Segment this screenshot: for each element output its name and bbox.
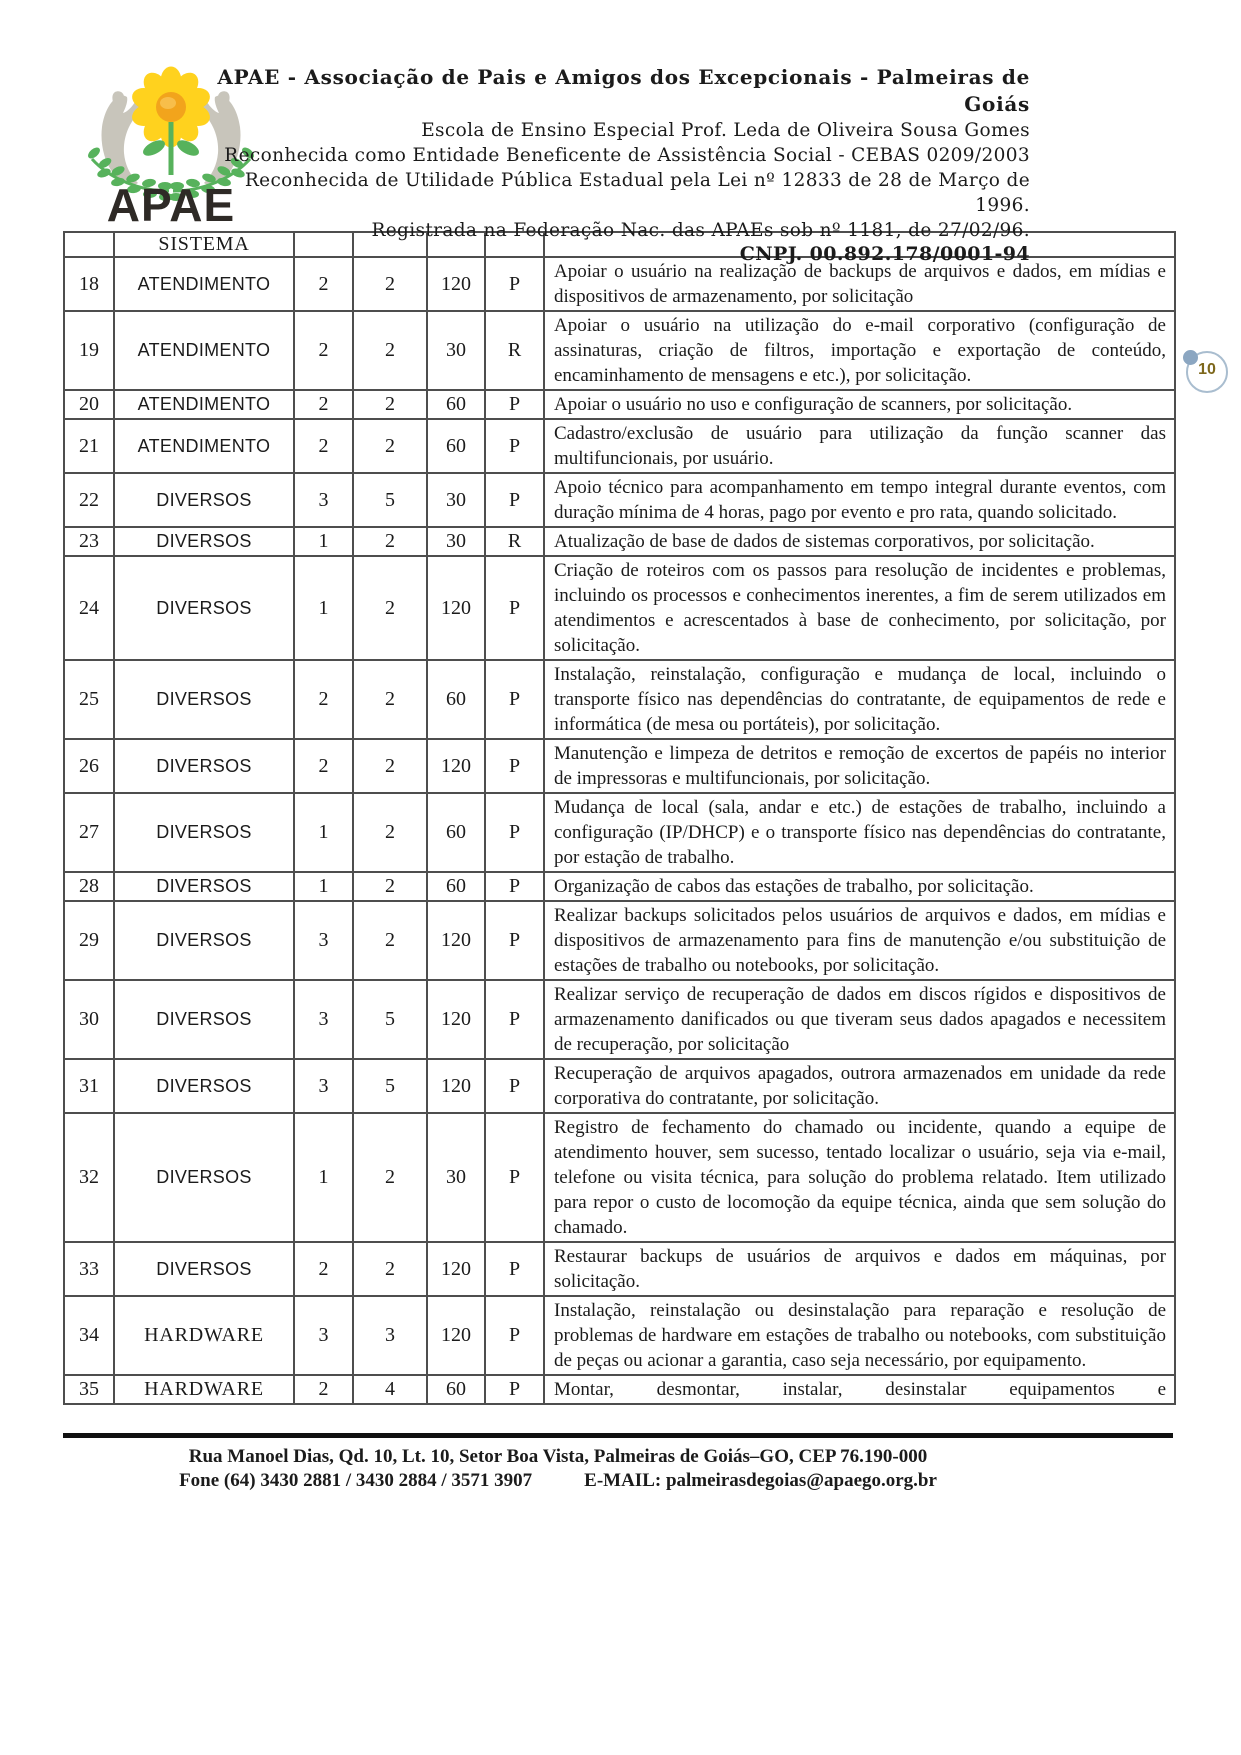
value1-cell: 3 <box>294 980 353 1059</box>
category-cell: DIVERSOS <box>114 739 294 793</box>
category-cell: HARDWARE <box>114 1296 294 1375</box>
category-cell: DIVERSOS <box>114 872 294 901</box>
type-cell: P <box>485 660 544 739</box>
value1-cell: 2 <box>294 419 353 473</box>
row-number-cell: 28 <box>64 872 114 901</box>
footer-divider <box>63 1433 1173 1438</box>
type-cell: P <box>485 980 544 1059</box>
type-cell: P <box>485 901 544 980</box>
value1-cell: 1 <box>294 872 353 901</box>
table-row <box>64 1113 1175 1242</box>
row-number-cell: 31 <box>64 1059 114 1113</box>
value2-cell: 2 <box>353 1242 427 1296</box>
description-cell: Recuperação de arquivos apagados, outrora armazenados em unidade da rede corporativa do contratante, por solicitação. <box>544 1059 1175 1113</box>
description-cell: Apoiar o usuário na utilização do e-mail corporativo (configuração de assinaturas, criação de filtros, importação e exportação de conteúdo, encaminhamento de mensagens e etc.), por solicitação. <box>544 311 1175 390</box>
value3-cell: 120 <box>427 739 485 793</box>
row-number-cell: 25 <box>64 660 114 739</box>
row-number-cell: 26 <box>64 739 114 793</box>
value1-cell: 3 <box>294 473 353 527</box>
footer-phone: Fone (64) 3430 2881 / 3430 2884 / 3571 3907 <box>179 1470 533 1491</box>
category-cell: ATENDIMENTO <box>114 311 294 390</box>
footer <box>0 1445 1116 1493</box>
school-line: Escola de Ensino Especial Prof. Leda de Oliveira Sousa Gomes <box>421 120 1030 141</box>
category-cell: ATENDIMENTO <box>114 257 294 311</box>
row-number-cell <box>64 232 114 257</box>
category-cell: DIVERSOS <box>114 527 294 556</box>
services-table <box>63 231 1176 1405</box>
description-cell: Realizar backups solicitados pelos usuários de arquivos e dados, em mídias e dispositivos de armazenamento para fins de manutenção e/ou substituição de estações de trabalho ou notebooks, por solicitação. <box>544 901 1175 980</box>
value2-cell: 5 <box>353 1059 427 1113</box>
cebas-line: Reconhecida como Entidade Beneficente de Assistência Social - CEBAS 0209/2003 <box>224 145 1030 166</box>
description-cell: Mudança de local (sala, andar e etc.) de estações de trabalho, incluindo a configuração (IP/DHCP) e o transporte físico nas dependências do contratante, por estação de trabalho. <box>544 793 1175 872</box>
type-cell: P <box>485 1059 544 1113</box>
type-cell: P <box>485 556 544 660</box>
value1-cell: 2 <box>294 739 353 793</box>
services-table-body <box>64 232 1175 1404</box>
apae-wordmark: APAE <box>106 179 236 223</box>
row-number-cell: 34 <box>64 1296 114 1375</box>
value1-cell: 1 <box>294 527 353 556</box>
value2-cell: 3 <box>353 1296 427 1375</box>
description-cell: Realizar serviço de recuperação de dados em discos rígidos e dispositivos de armazenamento danificados ou que tiveram seus dados apagados e necessitem de recuperação, por solicitação <box>544 980 1175 1059</box>
type-cell: P <box>485 1375 544 1404</box>
type-cell: R <box>485 527 544 556</box>
value1-cell: 3 <box>294 901 353 980</box>
row-number-cell: 20 <box>64 390 114 419</box>
value3-cell: 120 <box>427 1242 485 1296</box>
value2-cell: 2 <box>353 390 427 419</box>
value2-cell: 5 <box>353 473 427 527</box>
description-cell: Instalação, reinstalação ou desinstalação para reparação e resolução de problemas de hardware em estações de trabalho ou notebooks, com substituição de peças ou acionar a garantia, caso seja necessário, por equipamento. <box>544 1296 1175 1375</box>
category-cell: DIVERSOS <box>114 1242 294 1296</box>
table-row <box>64 1059 1175 1113</box>
value3-cell: 120 <box>427 1296 485 1375</box>
cnpj-line: CNPJ. 00.892.178/0001-94 <box>739 243 1030 265</box>
category-cell: HARDWARE <box>114 1375 294 1404</box>
value1-cell: 1 <box>294 556 353 660</box>
value3-cell: 30 <box>427 473 485 527</box>
footer-contact-line <box>0 1469 1116 1493</box>
value2-cell: 2 <box>353 901 427 980</box>
value3-cell: 120 <box>427 980 485 1059</box>
type-cell: P <box>485 1242 544 1296</box>
value3-cell: 120 <box>427 556 485 660</box>
table-row <box>64 1375 1175 1404</box>
value2-cell: 2 <box>353 1113 427 1242</box>
value3-cell: 120 <box>427 901 485 980</box>
value3-cell: 120 <box>427 1059 485 1113</box>
value2-cell: 2 <box>353 527 427 556</box>
value2-cell: 2 <box>353 419 427 473</box>
value2-cell: 4 <box>353 1375 427 1404</box>
value1-cell: 3 <box>294 1059 353 1113</box>
footer-email: E-MAIL: palmeirasdegoias@apaego.org.br <box>584 1470 937 1491</box>
row-number-cell: 23 <box>64 527 114 556</box>
category-cell: ATENDIMENTO <box>114 419 294 473</box>
value3-cell: 60 <box>427 1375 485 1404</box>
type-cell: P <box>485 739 544 793</box>
type-cell: P <box>485 473 544 527</box>
row-number-cell: 19 <box>64 311 114 390</box>
description-cell: Registro de fechamento do chamado ou incidente, quando a equipe de atendimento houver, sem sucesso, tentado localizar o usuário, seja via e-mail, telefone ou visita técnica, para solução do problema relatado. Item utilizado para repor o custo de locomoção da equipe técnica, ainda que sem solução do chamado. <box>544 1113 1175 1242</box>
category-cell: SISTEMA <box>114 232 294 257</box>
description-cell: Criação de roteiros com os passos para resolução de incidentes e problemas, incluindo os processos e conhecimentos inerentes, a fim de serem utilizados em atendimentos e acrescentados à base de conhecimento, por solicitação, por solicitação. <box>544 556 1175 660</box>
value3-cell: 30 <box>427 1113 485 1242</box>
category-cell: DIVERSOS <box>114 473 294 527</box>
value3-cell: 60 <box>427 660 485 739</box>
table-row <box>64 872 1175 901</box>
value2-cell: 5 <box>353 980 427 1059</box>
letterhead-text <box>200 64 1030 266</box>
table-row <box>64 739 1175 793</box>
value1-cell: 1 <box>294 1113 353 1242</box>
row-number-cell: 22 <box>64 473 114 527</box>
category-cell: DIVERSOS <box>114 793 294 872</box>
comment-badge[interactable] <box>1186 351 1228 393</box>
type-cell: P <box>485 419 544 473</box>
row-number-cell: 33 <box>64 1242 114 1296</box>
row-number-cell: 32 <box>64 1113 114 1242</box>
description-cell: Apoiar o usuário na realização de backups de arquivos e dados, em mídias e dispositivos de armazenamento, por solicitação <box>544 257 1175 311</box>
value1-cell: 2 <box>294 1375 353 1404</box>
table-row <box>64 980 1175 1059</box>
comment-number: 10 <box>1198 361 1216 378</box>
table-row <box>64 793 1175 872</box>
value1-cell: 2 <box>294 660 353 739</box>
value3-cell: 30 <box>427 527 485 556</box>
row-number-cell: 30 <box>64 980 114 1059</box>
table-row <box>64 901 1175 980</box>
org-name-line: APAE - Associação de Pais e Amigos dos Excepcionais - Palmeiras de Goiás <box>217 65 1030 116</box>
row-number-cell: 24 <box>64 556 114 660</box>
flower-center-icon <box>156 92 186 122</box>
type-cell: P <box>485 1113 544 1242</box>
value3-cell: 60 <box>427 419 485 473</box>
description-cell: Instalação, reinstalação, configuração e mudança de local, incluindo o transporte físico nas dependências do contratante, de equipamentos de rede e informática (de mesa ou portáteis), por solicitação. <box>544 660 1175 739</box>
category-cell: DIVERSOS <box>114 1059 294 1113</box>
value2-cell: 2 <box>353 872 427 901</box>
description-cell: Apoiar o usuário no uso e configuração de scanners, por solicitação. <box>544 390 1175 419</box>
category-cell: DIVERSOS <box>114 556 294 660</box>
row-number-cell: 35 <box>64 1375 114 1404</box>
table-row <box>64 1242 1175 1296</box>
value2-cell: 2 <box>353 660 427 739</box>
utility-line: Reconhecida de Utilidade Pública Estadual pela Lei nº 12833 de 28 de Março de 1996. <box>244 170 1030 216</box>
value1-cell: 1 <box>294 793 353 872</box>
value1-cell: 2 <box>294 311 353 390</box>
description-cell: Cadastro/exclusão de usuário para utilização da função scanner das multifuncionais, por usuário. <box>544 419 1175 473</box>
value3-cell: 60 <box>427 390 485 419</box>
value3-cell: 120 <box>427 257 485 311</box>
value1-cell: 3 <box>294 1296 353 1375</box>
description-cell: Apoio técnico para acompanhamento em tempo integral durante eventos, com duração mínima de 4 horas, pago por evento e pro rata, quando solicitado. <box>544 473 1175 527</box>
comment-dot-icon <box>1183 350 1198 365</box>
row-number-cell: 21 <box>64 419 114 473</box>
category-cell: DIVERSOS <box>114 660 294 739</box>
value2-cell: 2 <box>353 556 427 660</box>
value2-cell: 2 <box>353 311 427 390</box>
table-row <box>64 473 1175 527</box>
type-cell: R <box>485 311 544 390</box>
footer-address: Rua Manoel Dias, Qd. 10, Lt. 10, Setor Boa Vista, Palmeiras de Goiás–GO, CEP 76.190-000 <box>188 1446 928 1467</box>
table-row <box>64 556 1175 660</box>
type-cell: P <box>485 390 544 419</box>
value2-cell: 2 <box>353 793 427 872</box>
federation-line: Registrada na Federação Nac. das APAEs sob nº 1181, de 27/02/96. <box>371 220 1030 241</box>
category-cell: DIVERSOS <box>114 901 294 980</box>
type-cell: P <box>485 872 544 901</box>
type-cell: P <box>485 1296 544 1375</box>
category-cell: ATENDIMENTO <box>114 390 294 419</box>
value3-cell: 60 <box>427 872 485 901</box>
category-cell: DIVERSOS <box>114 980 294 1059</box>
description-cell: Manutenção e limpeza de detritos e remoção de excertos de papéis no interior de impressoras e multifuncionais, por solicitação. <box>544 739 1175 793</box>
description-cell: Organização de cabos das estações de trabalho, por solicitação. <box>544 872 1175 901</box>
description-cell: Montar, desmontar, instalar, desinstalar equipamentos e <box>544 1375 1175 1404</box>
description-cell: Atualização de base de dados de sistemas corporativos, por solicitação. <box>544 527 1175 556</box>
table-row <box>64 390 1175 419</box>
type-cell: P <box>485 257 544 311</box>
table-row <box>64 660 1175 739</box>
value3-cell: 60 <box>427 793 485 872</box>
value2-cell: 2 <box>353 739 427 793</box>
value1-cell: 2 <box>294 390 353 419</box>
table-row <box>64 311 1175 390</box>
table-row <box>64 527 1175 556</box>
row-number-cell: 29 <box>64 901 114 980</box>
value1-cell: 2 <box>294 1242 353 1296</box>
description-cell: Restaurar backups de usuários de arquivos e dados em máquinas, por solicitação. <box>544 1242 1175 1296</box>
table-row <box>64 419 1175 473</box>
category-cell: DIVERSOS <box>114 1113 294 1242</box>
row-number-cell: 18 <box>64 257 114 311</box>
type-cell: P <box>485 793 544 872</box>
value1-cell: 2 <box>294 257 353 311</box>
table-row <box>64 1296 1175 1375</box>
row-number-cell: 27 <box>64 793 114 872</box>
value3-cell: 30 <box>427 311 485 390</box>
value2-cell: 2 <box>353 257 427 311</box>
